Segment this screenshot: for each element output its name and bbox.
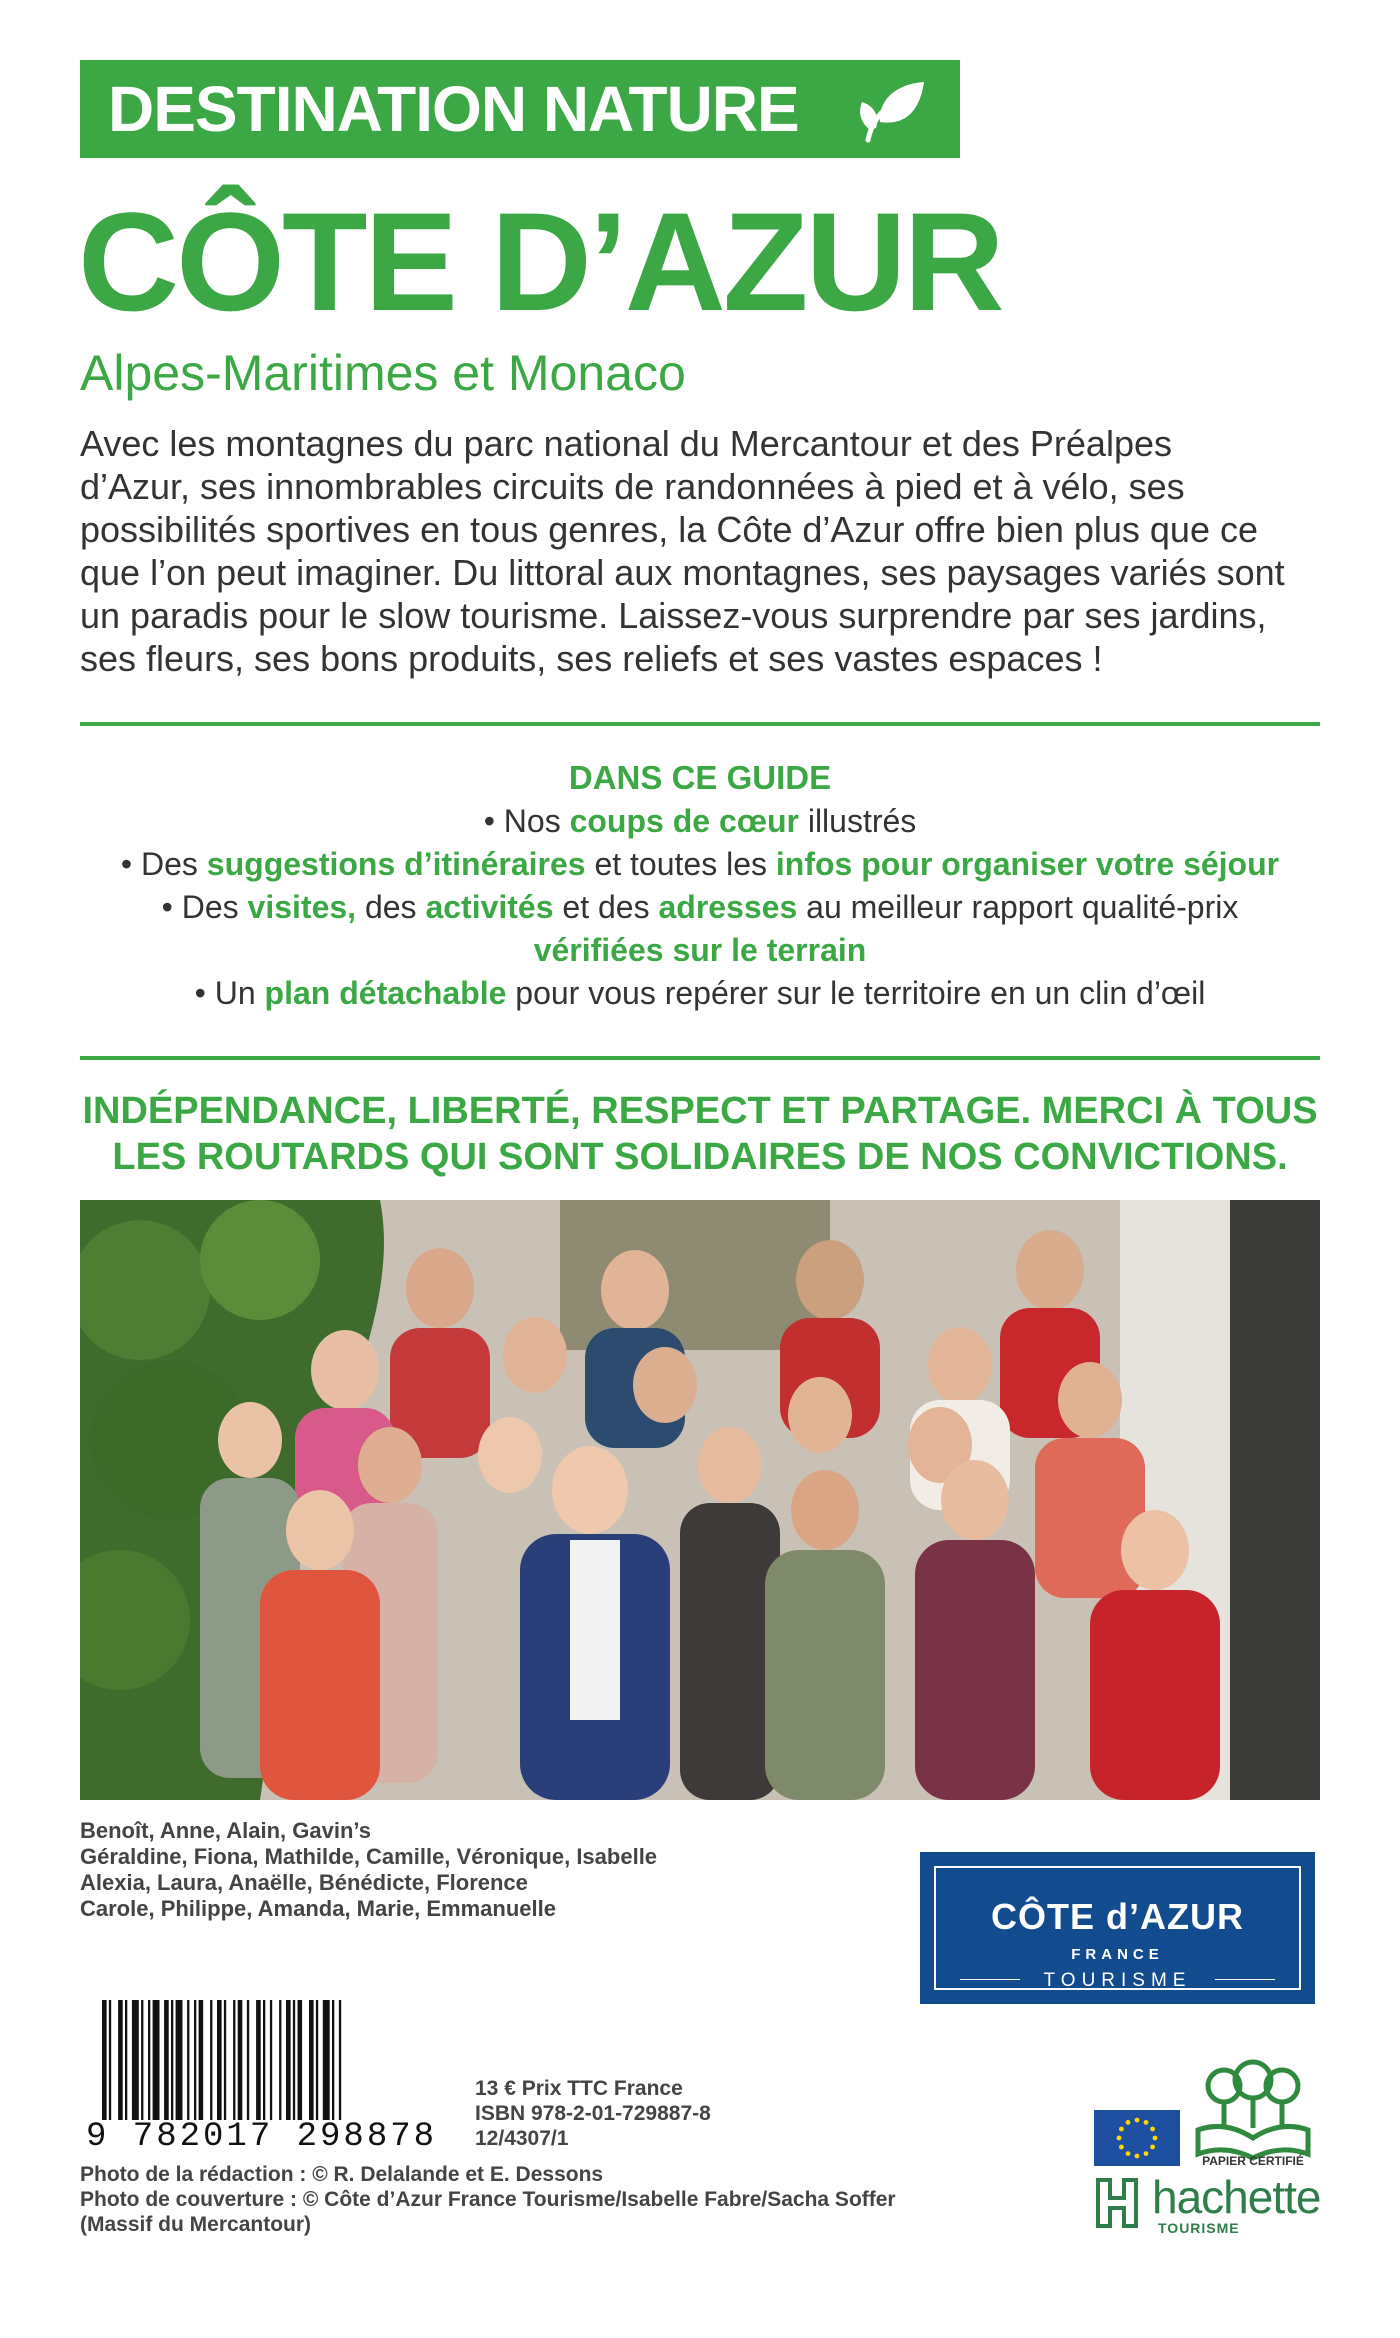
price-line: 13 € Prix TTC France <box>475 2077 683 2100</box>
barcode-bar <box>309 2000 314 2120</box>
barcode-bar <box>339 2000 341 2120</box>
barcode-bar <box>125 2000 127 2120</box>
guide-text: pour vous repérer sur le territoire en un clin d’œil <box>506 975 1206 1011</box>
eu-star <box>1150 2127 1155 2132</box>
team-photo-illustration <box>80 1200 1320 1800</box>
barcode-bar <box>153 2000 160 2120</box>
caption-line: Carole, Philippe, Amanda, Marie, Emmanuelle <box>80 1896 556 1921</box>
eu-star <box>1135 2118 1140 2123</box>
barcode-bar <box>164 2000 169 2120</box>
eu-star <box>1135 2154 1140 2159</box>
credit-line: Photo de la rédaction : © R. Delalande et E. Dessons <box>80 2163 604 2186</box>
guide-highlight: visites, <box>247 889 357 925</box>
guide-item <box>80 886 1320 929</box>
barcode-bar <box>286 2000 291 2120</box>
team-photo <box>80 1200 1320 1800</box>
guide-highlight: vérifiées sur le terrain <box>533 932 867 968</box>
barcode-bar <box>256 2000 261 2120</box>
eu-star <box>1126 2151 1131 2156</box>
intro-line: un paradis pour le slow tourisme. Laissez-vous surprendre par ses jardins, <box>80 595 1267 636</box>
intro-line: ses fleurs, ses bons produits, ses reliefs et ses vastes espaces ! <box>80 638 1103 679</box>
barcode-bar <box>298 2000 303 2120</box>
guide-text: • Des <box>120 846 207 882</box>
leaf-icon <box>850 70 930 150</box>
guide-highlight: plan détachable <box>264 975 507 1011</box>
logo-rule <box>1215 1979 1275 1980</box>
intro-line: possibilités sportives en tous genres, la Côte d’Azur offre bien plus que ce <box>80 509 1258 550</box>
barcode-bar <box>323 2000 330 2120</box>
caption-line: Benoît, Anne, Alain, Gavin’s <box>80 1818 371 1843</box>
divider <box>80 1056 1320 1060</box>
hachette-logo <box>1094 2171 1324 2246</box>
intro-line: que l’on peut imaginer. Du littoral aux montagnes, ses paysages variés sont <box>80 552 1285 593</box>
barcode-bar <box>132 2000 139 2120</box>
barcode-bar <box>217 2000 222 2120</box>
barcode-bar <box>247 2000 249 2120</box>
guide-text: et des <box>553 889 659 925</box>
guide-text: et toutes les <box>585 846 776 882</box>
guide-text: des <box>356 889 426 925</box>
guide-heading: DANS CE GUIDE <box>568 759 832 796</box>
eu-star <box>1150 2145 1155 2150</box>
barcode-bar <box>194 2000 196 2120</box>
guide-highlight: adresses <box>658 889 798 925</box>
barcode-bar <box>270 2000 272 2120</box>
barcode-bar <box>233 2000 235 2120</box>
eu-star <box>1117 2136 1122 2141</box>
ref-line: 12/4307/1 <box>475 2127 569 2150</box>
guide-text: • Nos <box>483 803 570 839</box>
barcode-bar <box>332 2000 334 2120</box>
eu-star <box>1119 2145 1124 2150</box>
barcode-bar <box>141 2000 143 2120</box>
eu-star <box>1144 2120 1149 2125</box>
barcode-bar <box>293 2000 295 2120</box>
guide-item <box>80 843 1320 886</box>
eu-flag-icon <box>1094 2110 1180 2166</box>
guide-highlight: suggestions d’itinéraires <box>206 846 586 882</box>
credit-line: Photo de couverture : © Côte d’Azur France Tourisme/Isabelle Fabre/Sacha Soffer <box>80 2188 896 2211</box>
eu-star <box>1119 2127 1124 2132</box>
guide-highlight: infos pour organiser votre séjour <box>775 846 1280 882</box>
caption-line: Alexia, Laura, Anaëlle, Bénédicte, Florence <box>80 1870 528 1895</box>
barcode-bar <box>316 2000 318 2120</box>
intro-line: Avec les montagnes du parc national du Mercantour et des Préalpes <box>80 423 1172 464</box>
guide-item <box>80 972 1320 1015</box>
eu-star <box>1126 2120 1131 2125</box>
logo-country: FRANCE <box>1071 1946 1164 1963</box>
intro-line: d’Azur, ses innombrables circuits de randonnées à pied et à vélo, ses <box>80 466 1185 507</box>
eu-star <box>1153 2136 1158 2141</box>
barcode-bar <box>118 2000 123 2120</box>
barcode-bar <box>210 2000 212 2120</box>
cote-dazur-tourisme-logo <box>920 1852 1315 2004</box>
barcode-bar <box>171 2000 173 2120</box>
page-title: CÔTE D’AZUR <box>78 183 1002 340</box>
barcode-bar <box>238 2000 243 2120</box>
guide-text: • Des <box>161 889 248 925</box>
barcode-bar <box>109 2000 111 2120</box>
barcode-bar <box>148 2000 150 2120</box>
guide-highlight: coups de cœur <box>569 803 799 839</box>
eu-star <box>1144 2151 1149 2156</box>
guide-text: au meilleur rapport qualité-prix <box>797 889 1239 925</box>
guide-item <box>80 800 1320 843</box>
barcode-bar <box>263 2000 265 2120</box>
destination-banner <box>80 60 960 158</box>
isbn-line: ISBN 978-2-01-729887-8 <box>475 2102 711 2125</box>
banner-text: DESTINATION NATURE <box>108 73 799 145</box>
logo-tagline: TOURISME <box>1043 1970 1192 1991</box>
barcode-digits: 9 782017 298878 <box>86 2118 438 2156</box>
publisher-division: TOURISME <box>1158 2220 1240 2236</box>
motto <box>80 1088 1320 1180</box>
page-subtitle: Alpes-Maritimes et Monaco <box>80 345 686 401</box>
motto-line: LES ROUTARDS QUI SONT SOLIDAIRES DE NOS CONVICTIONS. <box>112 1136 1288 1178</box>
guide-text: • Un <box>194 975 265 1011</box>
barcode-bar <box>102 2000 107 2120</box>
divider <box>80 722 1320 726</box>
barcode-bar <box>279 2000 281 2120</box>
price-info <box>475 2076 711 2151</box>
guide-highlight: activités <box>425 889 554 925</box>
credit-line: (Massif du Mercantour) <box>80 2213 312 2236</box>
logo-title: CÔTE d’AZUR <box>991 1896 1244 1937</box>
trees-book-icon <box>1190 2058 1316 2168</box>
logo-frame <box>934 1866 1301 1990</box>
motto-line: INDÉPENDANCE, LIBERTÉ, RESPECT ET PARTAGE. MERCI À TOUS <box>82 1090 1318 1132</box>
photo-caption <box>80 1818 657 1922</box>
publisher-name: hachette <box>1152 2171 1321 2223</box>
barcode-bar <box>224 2000 226 2120</box>
caption-line: Géraldine, Fiona, Mathilde, Camille, Véronique, Isabelle <box>80 1844 658 1869</box>
barcode-bar <box>199 2000 204 2120</box>
intro-paragraph <box>80 422 1330 680</box>
certification-label: PAPIER CERTIFIÉ <box>1202 2154 1304 2168</box>
photo-credits <box>80 2162 896 2237</box>
guide-item <box>80 929 1320 972</box>
barcode-bar <box>176 2000 183 2120</box>
barcode-bar <box>187 2000 189 2120</box>
hachette-h-icon <box>1094 2176 1144 2230</box>
barcode <box>100 2000 420 2120</box>
guide-text: illustrés <box>798 803 917 839</box>
